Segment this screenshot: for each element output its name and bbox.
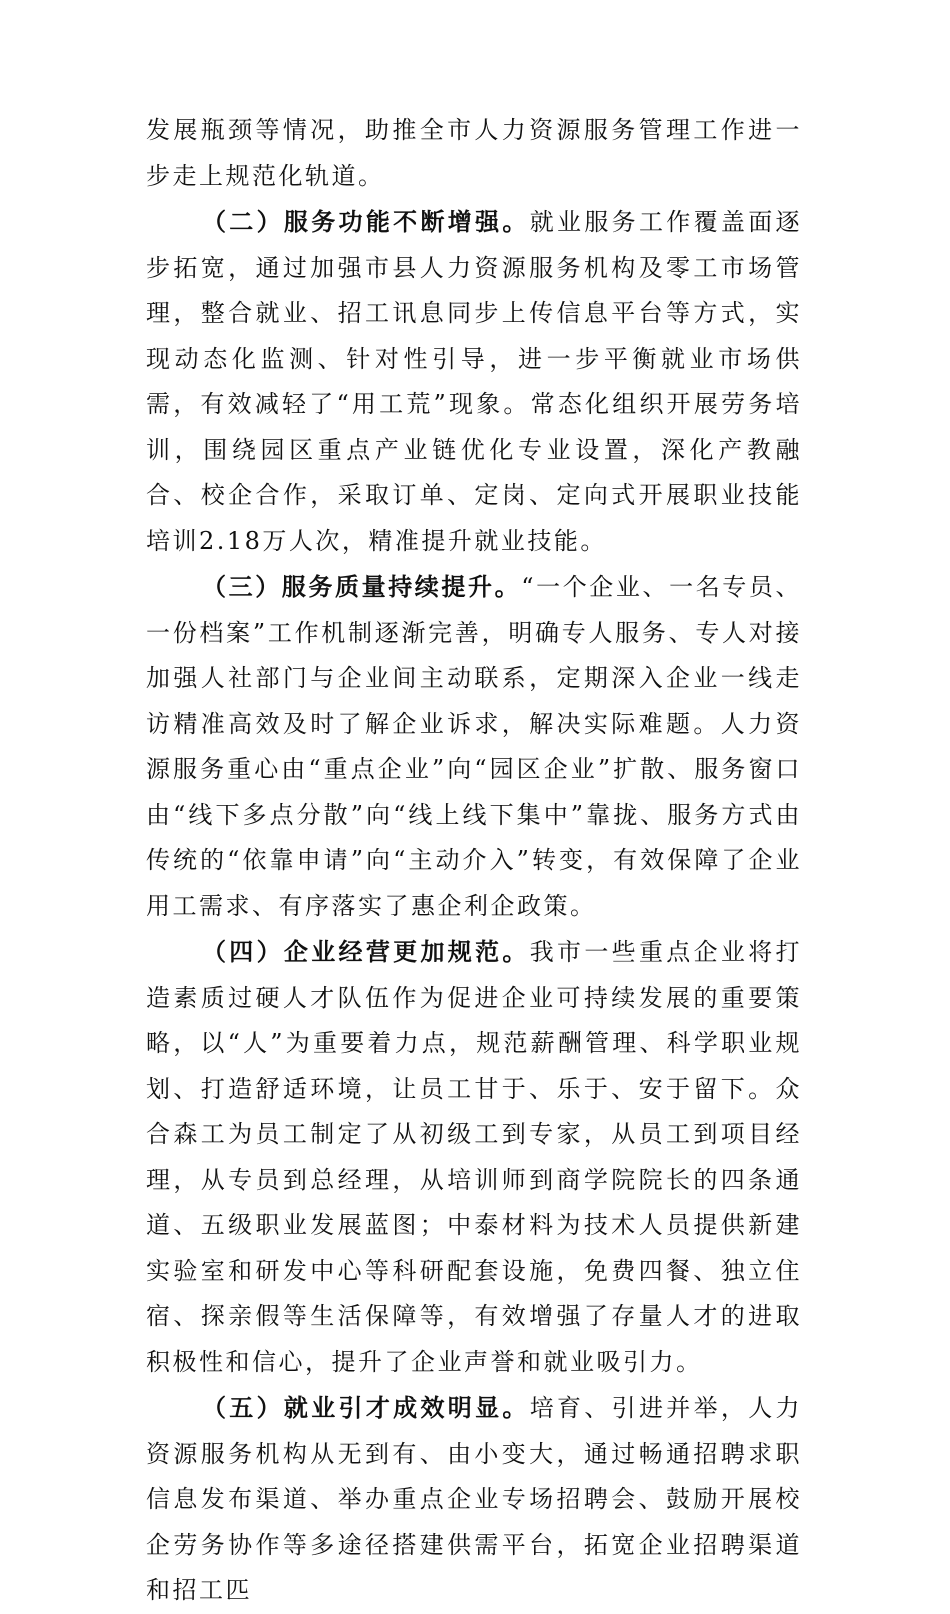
paragraph-body: “一个企业、一名专员、一份档案”工作机制逐渐完善，明确专人服务、专人对接加强人社部门与企业间主动联系，定期深入企业一线走访精准高效及时了解企业诉求，解决实际难题。人力资源服务重心由“重点企业”向“园区企业”扩散、服务窗口由“线下多点分散”向“线上线下集中”靠拢、服务方式由传统的“依靠申请”向“主动介入”转变，有效保障了企业用工需求、有序落实了惠企利企政策。: [146, 573, 802, 920]
paragraph-heading: （五）就业引才成效明显。: [202, 1393, 530, 1422]
paragraph-talent-recruitment: [146, 1385, 802, 1614]
paragraph-body: 就业服务工作覆盖面逐步拓宽，通过加强市县人力资源服务机构及零工市场管理，整合就业、招工讯息同步上传信息平台等方式，实现动态化监测、针对性引导，进一步平衡就业市场供需，有效减轻了“用工荒”现象。常态化组织开展劳务培训，围绕园区重点产业链优化专业设置，深化产教融合、校企合作，采取订单、定岗、定向式开展职业技能培训2.18万人次，精准提升就业技能。: [146, 208, 803, 555]
paragraph-enterprise-operation: [146, 929, 802, 1385]
paragraph-body: 发展瓶颈等情况，助推全市人力资源服务管理工作进一步走上规范化轨道。: [146, 116, 802, 190]
paragraph-heading: （四）企业经营更加规范。: [202, 937, 530, 966]
document-page: [146, 108, 802, 1614]
paragraph-body: 我市一些重点企业将打造素质过硬人才队伍作为促进企业可持续发展的重要策略，以“人”为重要着力点，规范薪酬管理、科学职业规划、打造舒适环境，让员工甘于、乐于、安于留下。众合森工为员工制定了从初级工到专家，从员工到项目经理，从专员到总经理，从培训师到商学院院长的四条通道、五级职业发展蓝图；中泰材料为技术人员提供新建实验室和研发中心等科研配套设施，免费四餐、独立住宿、探亲假等生活保障等，有效增强了存量人才的进取积极性和信心，提升了企业声誉和就业吸引力。: [146, 938, 803, 1376]
paragraph-heading: （三）服务质量持续提升。: [202, 572, 522, 601]
paragraph-service-function: [146, 199, 802, 564]
paragraph-heading: （二）服务功能不断增强。: [202, 207, 530, 236]
paragraph-body: 培育、引进并举，人力资源服务机构从无到有、由小变大，通过畅通招聘求职信息发布渠道、举办重点企业专场招聘会、鼓励开展校企劳务协作等多途径搭建供需平台，拓宽企业招聘渠道和招工匹: [146, 1394, 803, 1604]
paragraph-continuation: [146, 108, 802, 199]
paragraph-service-quality: [146, 564, 802, 929]
